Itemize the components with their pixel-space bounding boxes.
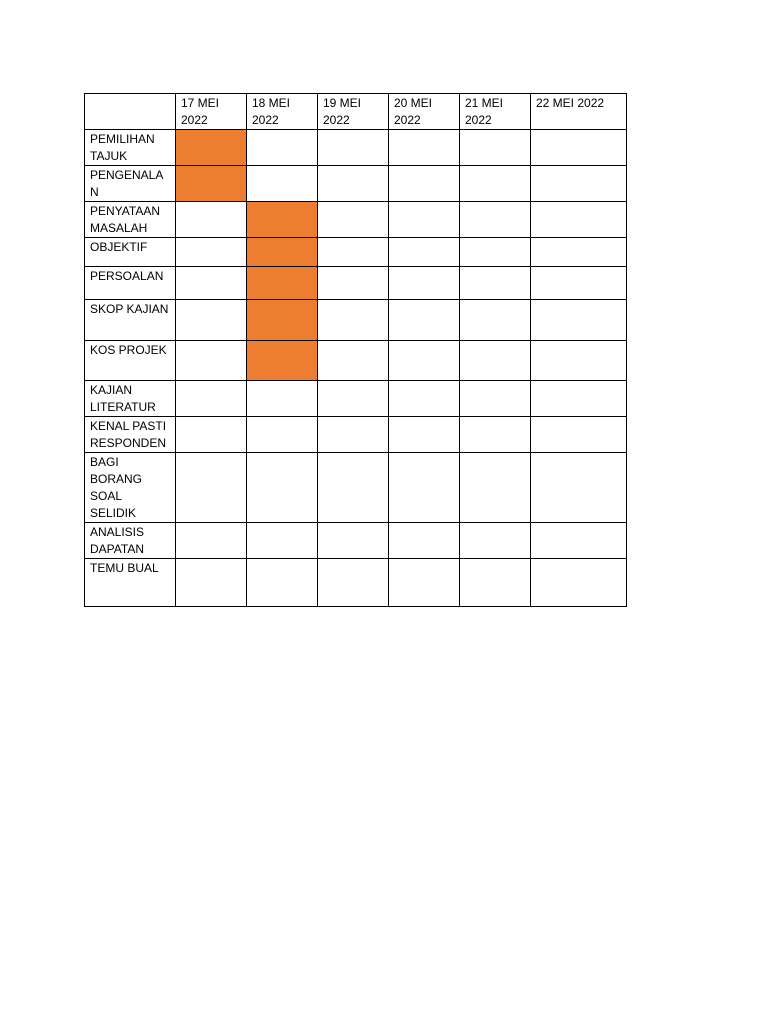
schedule-cell (176, 417, 247, 453)
task-label: TEMU BUAL (85, 559, 176, 607)
task-label: PERSOALAN (85, 267, 176, 300)
schedule-cell (460, 130, 531, 166)
schedule-cell (176, 381, 247, 417)
schedule-cell (318, 267, 389, 300)
schedule-cell (389, 453, 460, 523)
schedule-cell (318, 300, 389, 341)
schedule-cell (389, 267, 460, 300)
schedule-cell (460, 417, 531, 453)
task-label: ANALISIS DAPATAN (85, 523, 176, 559)
schedule-cell (389, 130, 460, 166)
schedule-cell (531, 417, 627, 453)
schedule-cell (318, 130, 389, 166)
schedule-cell (247, 523, 318, 559)
schedule-cell (531, 300, 627, 341)
schedule-cell (460, 202, 531, 238)
task-row (85, 523, 627, 559)
schedule-cell-filled (247, 267, 318, 300)
task-row (85, 267, 627, 300)
task-row (85, 453, 627, 523)
schedule-cell (247, 381, 318, 417)
task-row (85, 341, 627, 381)
schedule-cell (176, 202, 247, 238)
schedule-cell (176, 559, 247, 607)
schedule-cell (247, 453, 318, 523)
task-label: OBJEKTIF (85, 238, 176, 267)
task-label: BAGI BORANG SOAL SELIDIK (85, 453, 176, 523)
schedule-cell (460, 559, 531, 607)
task-label: KAJIAN LITERATUR (85, 381, 176, 417)
schedule-cell (318, 166, 389, 202)
header-row (85, 94, 627, 130)
schedule-cell (460, 341, 531, 381)
schedule-cell (318, 559, 389, 607)
date-header: 22 MEI 2022 (531, 94, 627, 130)
schedule-cell (531, 523, 627, 559)
schedule-cell (460, 166, 531, 202)
date-header: 18 MEI 2022 (247, 94, 318, 130)
schedule-cell (531, 202, 627, 238)
schedule-cell-filled (247, 341, 318, 381)
corner-cell (85, 94, 176, 130)
schedule-cell (247, 417, 318, 453)
schedule-cell (247, 166, 318, 202)
schedule-cell (531, 130, 627, 166)
schedule-cell (318, 238, 389, 267)
task-row (85, 130, 627, 166)
task-row (85, 559, 627, 607)
schedule-cell (389, 300, 460, 341)
schedule-cell (176, 300, 247, 341)
schedule-cell (531, 559, 627, 607)
task-row (85, 300, 627, 341)
task-label: PEMILIHAN TAJUK (85, 130, 176, 166)
schedule-cell (531, 267, 627, 300)
task-label: KENAL PASTI RESPONDEN (85, 417, 176, 453)
schedule-cell (531, 238, 627, 267)
schedule-cell (318, 202, 389, 238)
date-header: 20 MEI 2022 (389, 94, 460, 130)
schedule-cell (176, 238, 247, 267)
schedule-cell (460, 300, 531, 341)
schedule-cell (247, 130, 318, 166)
date-header: 19 MEI 2022 (318, 94, 389, 130)
task-row (85, 238, 627, 267)
schedule-cell (176, 267, 247, 300)
schedule-cell (318, 453, 389, 523)
schedule-cell (389, 559, 460, 607)
schedule-cell (176, 453, 247, 523)
schedule-cell (176, 341, 247, 381)
schedule-table (84, 93, 627, 607)
schedule-cell (531, 166, 627, 202)
task-label: SKOP KAJIAN (85, 300, 176, 341)
schedule-cell (247, 559, 318, 607)
schedule-cell (389, 381, 460, 417)
schedule-cell (460, 453, 531, 523)
schedule-cell (389, 202, 460, 238)
task-row (85, 202, 627, 238)
task-row (85, 381, 627, 417)
schedule-cell-filled (247, 300, 318, 341)
schedule-cell (318, 341, 389, 381)
schedule-cell (389, 523, 460, 559)
schedule-cell (460, 267, 531, 300)
schedule-cell (389, 417, 460, 453)
schedule-cell (460, 523, 531, 559)
schedule-cell (531, 341, 627, 381)
schedule-cell (460, 381, 531, 417)
task-label: KOS PROJEK (85, 341, 176, 381)
date-header: 21 MEI 2022 (460, 94, 531, 130)
task-label: PENYATAAN MASALAH (85, 202, 176, 238)
schedule-cell (318, 417, 389, 453)
schedule-cell (389, 341, 460, 381)
schedule-cell (389, 238, 460, 267)
schedule-cell (531, 453, 627, 523)
schedule-cell (460, 238, 531, 267)
task-label: PENGENALAN (85, 166, 176, 202)
date-header: 17 MEI 2022 (176, 94, 247, 130)
task-row (85, 166, 627, 202)
schedule-cell-filled (247, 238, 318, 267)
schedule-cell (389, 166, 460, 202)
schedule-cell (531, 381, 627, 417)
schedule-cell (176, 523, 247, 559)
task-row (85, 417, 627, 453)
schedule-cell-filled (247, 202, 318, 238)
schedule-cell (318, 523, 389, 559)
schedule-cell (318, 381, 389, 417)
schedule-cell-filled (176, 166, 247, 202)
schedule-cell-filled (176, 130, 247, 166)
